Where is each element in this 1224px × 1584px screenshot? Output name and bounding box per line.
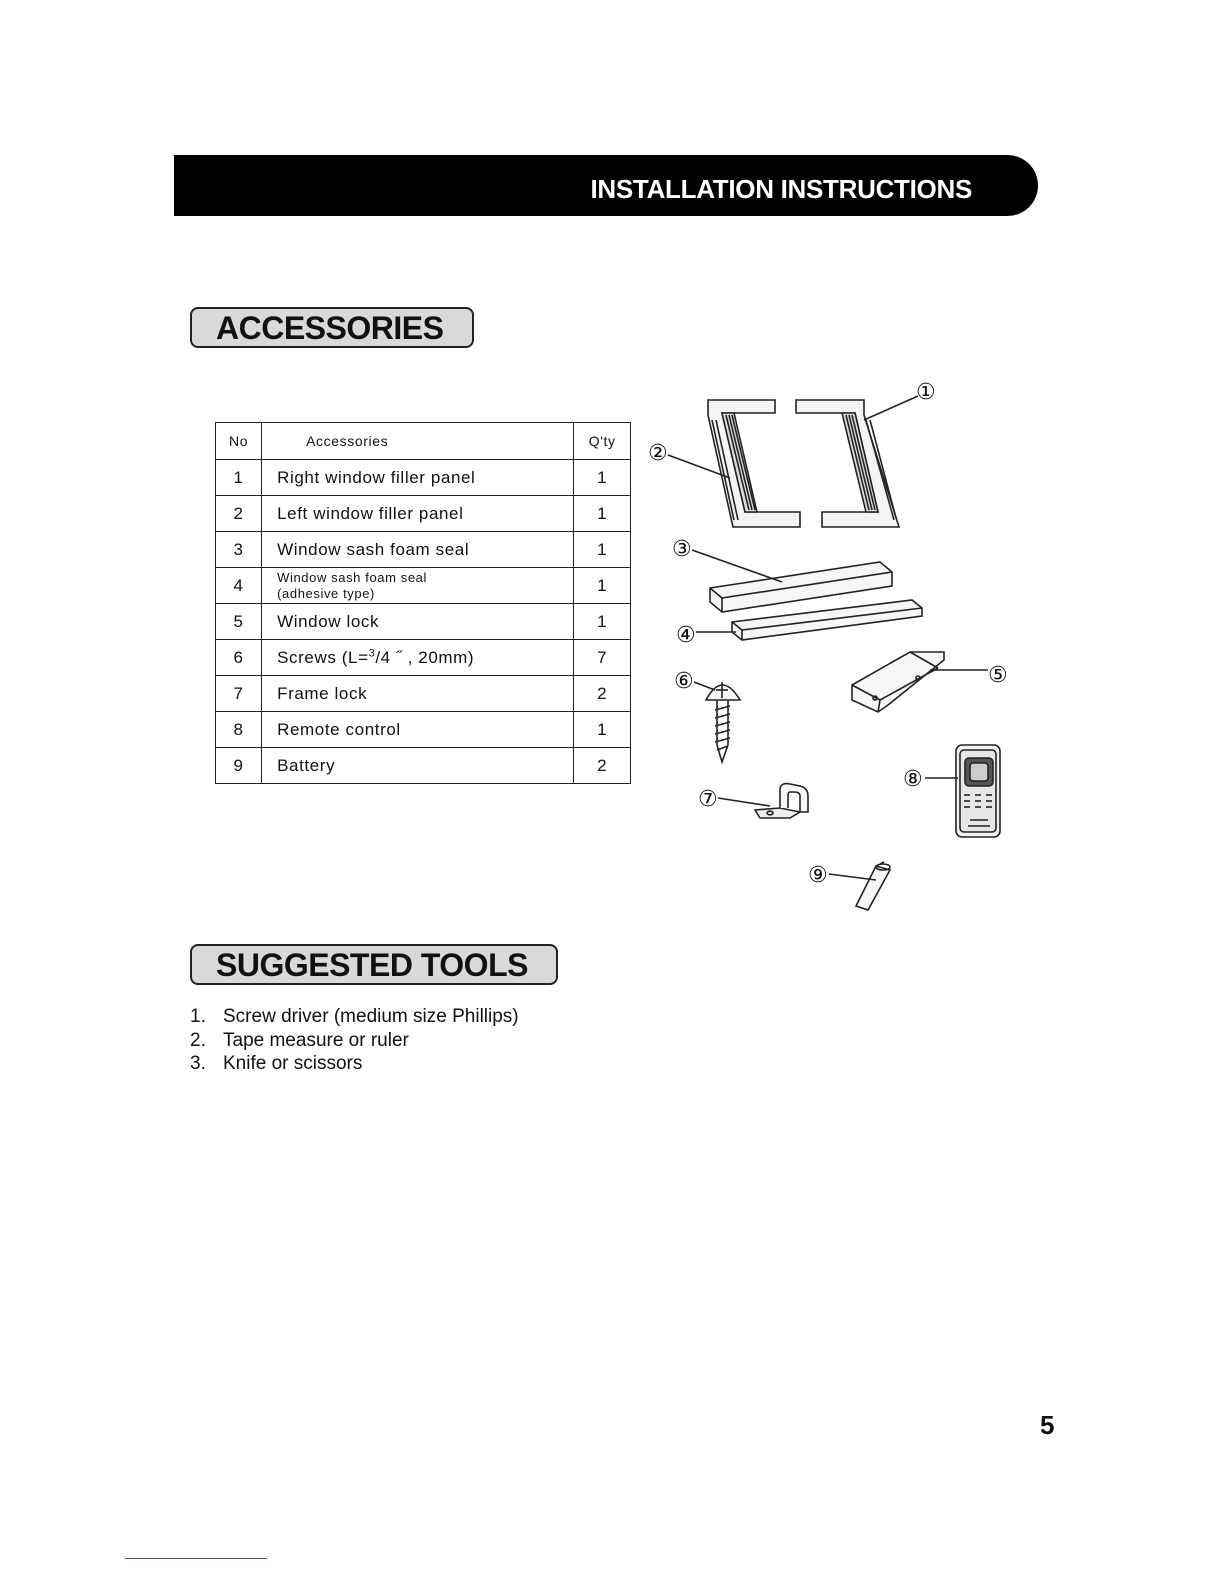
cell-qty: 2 xyxy=(574,676,631,712)
cell-qty: 1 xyxy=(574,460,631,496)
leader-line-9 xyxy=(829,874,876,880)
cell-name: Window lock xyxy=(262,604,574,640)
left-filler-panel-drawing xyxy=(708,400,800,527)
callout-5: ⑤ xyxy=(988,663,1008,688)
accessories-heading: ACCESSORIES xyxy=(190,307,474,348)
callout-4: ④ xyxy=(676,623,696,648)
callout-3: ③ xyxy=(672,537,692,562)
tools-list xyxy=(190,1005,519,1076)
leader-line-7 xyxy=(718,798,770,806)
cell-name: Left window filler panel xyxy=(262,496,574,532)
column-header-qty: Q'ty xyxy=(574,423,631,460)
page-number: 5 xyxy=(1040,1410,1055,1440)
list-item xyxy=(190,1052,519,1076)
cell-name: Right window filler panel xyxy=(262,460,574,496)
footer-divider xyxy=(125,1558,267,1559)
fraction-denominator: /4 xyxy=(375,647,391,667)
callout-6: ⑥ xyxy=(674,669,694,694)
cell-no: 3 xyxy=(216,532,262,568)
callout-8: ⑧ xyxy=(903,767,923,792)
suggested-tools-heading: SUGGESTED TOOLS xyxy=(190,944,558,985)
callout-1: ① xyxy=(916,380,936,405)
cell-qty: 1 xyxy=(574,604,631,640)
cell-no: 7 xyxy=(216,676,262,712)
cell-name-line2: (adhesive type) xyxy=(277,585,375,601)
frame-lock-drawing xyxy=(755,784,808,818)
cell-no: 5 xyxy=(216,604,262,640)
right-filler-panel-drawing xyxy=(796,400,899,527)
cell-qty: 1 xyxy=(574,532,631,568)
callout-7: ⑦ xyxy=(698,787,718,812)
callout-2: ② xyxy=(648,441,668,466)
column-header-accessories: Accessories xyxy=(262,423,574,460)
window-lock-drawing xyxy=(852,652,944,712)
cell-no: 4 xyxy=(216,568,262,604)
screw-drawing xyxy=(706,682,740,762)
cell-qty: 1 xyxy=(574,568,631,604)
remote-control-drawing xyxy=(956,745,1000,837)
list-item xyxy=(190,1005,519,1029)
foam-seal-drawing xyxy=(710,562,892,612)
cell-no: 2 xyxy=(216,496,262,532)
list-text: Screw driver (medium size Phillips) xyxy=(223,1006,519,1027)
leader-line-3 xyxy=(692,550,782,582)
cell-name: Battery xyxy=(262,748,574,784)
screw-name-suffix: ˝ , 20mm) xyxy=(390,647,475,667)
page-title: INSTALLATION INSTRUCTIONS xyxy=(590,174,972,204)
screw-name-prefix: Screws (L= xyxy=(277,647,369,667)
list-text: Tape measure or ruler xyxy=(223,1029,409,1051)
list-text: Knife or scissors xyxy=(223,1053,363,1074)
cell-qty: 1 xyxy=(574,712,631,748)
battery-drawing xyxy=(856,862,890,910)
column-header-no: No xyxy=(216,423,262,460)
cell-name: Remote control xyxy=(262,712,574,748)
list-item xyxy=(190,1029,519,1053)
list-number: 3. xyxy=(190,1053,206,1074)
list-number: 1. xyxy=(190,1006,206,1027)
cell-name: Window sash foam seal xyxy=(262,532,574,568)
list-number: 2. xyxy=(190,1029,206,1051)
cell-name: Frame lock xyxy=(262,676,574,712)
leader-line-1 xyxy=(864,396,918,420)
cell-no: 8 xyxy=(216,712,262,748)
cell-no: 6 xyxy=(216,640,262,676)
cell-qty: 2 xyxy=(574,748,631,784)
cell-name-line1: Window sash foam seal xyxy=(277,569,427,585)
callout-9: ⑨ xyxy=(808,863,828,888)
fraction-numerator: 3 xyxy=(368,646,376,659)
cell-no: 1 xyxy=(216,460,262,496)
cell-qty: 7 xyxy=(574,640,631,676)
cell-qty: 1 xyxy=(574,496,631,532)
leader-line-6 xyxy=(694,682,715,690)
cell-no: 9 xyxy=(216,748,262,784)
